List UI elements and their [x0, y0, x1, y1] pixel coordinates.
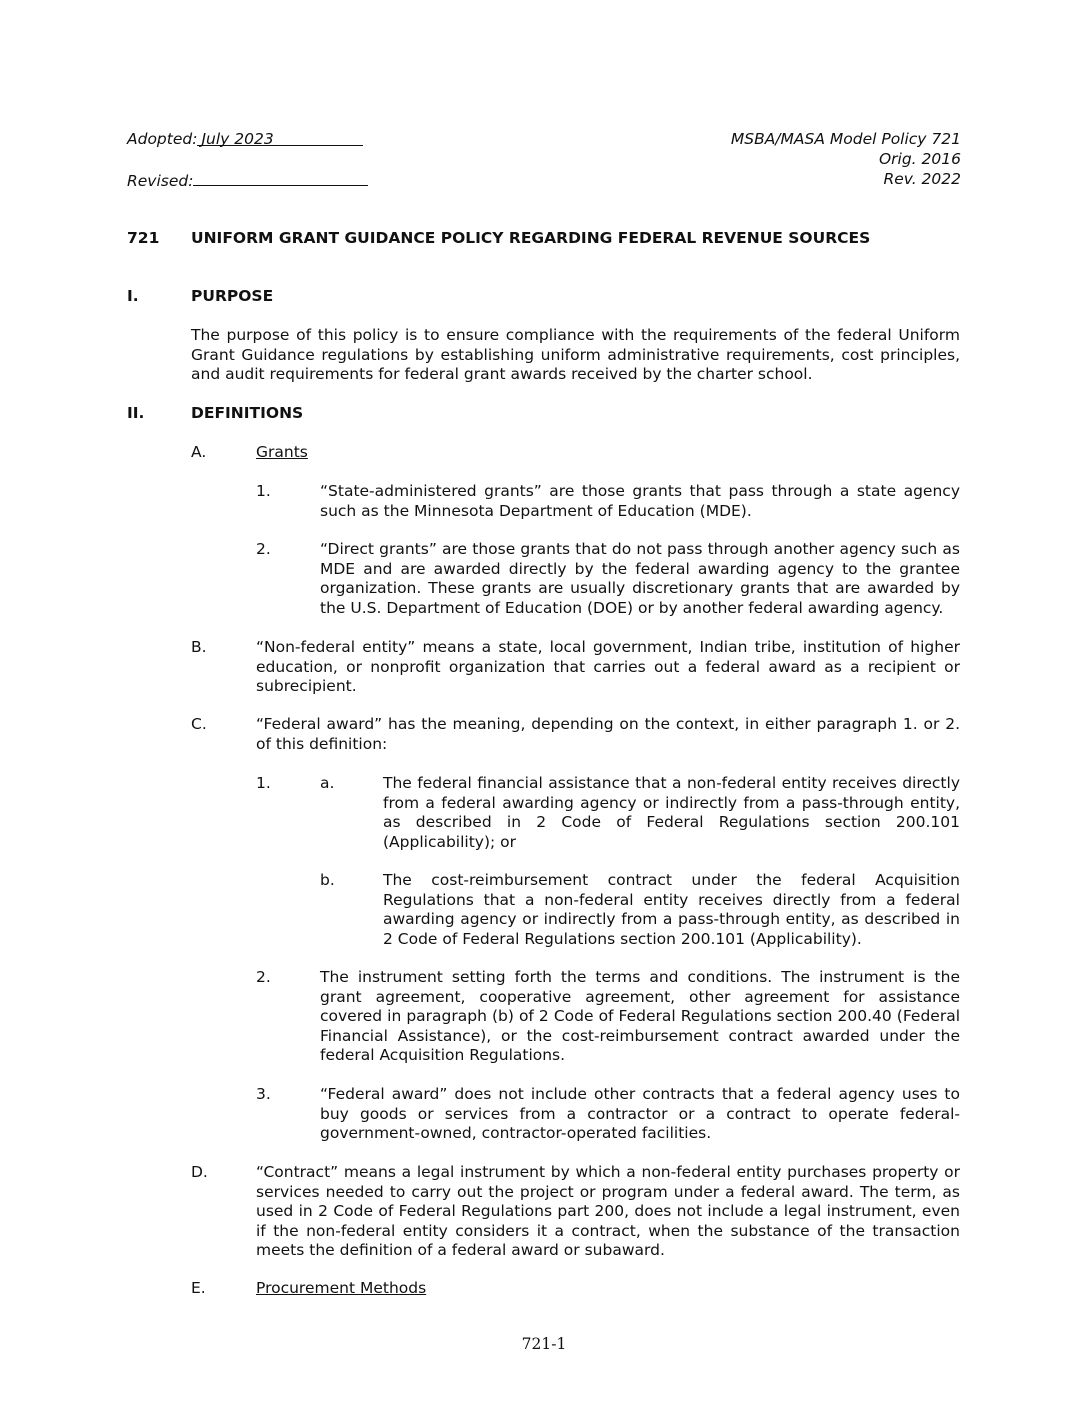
- def-a1-text: “State-administered grants” are those grants that pass through a state agency such as the Minnesota Department of Education (MDE).: [320, 482, 960, 520]
- def-a1-number: 1.: [256, 482, 271, 500]
- def-e-heading: Procurement Methods: [256, 1279, 427, 1297]
- def-a2-text: “Direct grants” are those grants that do not pass through another agency such as MDE and are awarded directly by the federal awarding agency to the grantee organization. These grants are usually discretionary grants that are awarded by the U.S. Department of Education (DOE) or by another federal awarding agency.: [320, 540, 960, 617]
- def-c2-number: 2.: [256, 968, 271, 986]
- def-d-label: D.: [191, 1163, 208, 1181]
- def-c1a-text: The federal financial assistance that a non-federal entity receives directly from a federal awarding agency or indirectly from a pass-through entity, as described in 2 Code of Federal Regulations section 200.101 (Applicability); or: [383, 774, 960, 851]
- section-i-number: I.: [127, 287, 139, 305]
- revised-label: Revised:: [127, 172, 194, 190]
- adopted-value: July 2023: [197, 130, 363, 146]
- def-c3-number: 3.: [256, 1085, 271, 1103]
- purpose-text: The purpose of this policy is to ensure compliance with the requirements of the federal Uniform Grant Guidance regulations by establishing uniform administrative requirements, cost principles, and audit requirements for federal grant awards received by the charter school.: [191, 326, 960, 383]
- rev-date: Rev. 2022: [883, 170, 961, 188]
- def-c1a-label: a.: [320, 774, 335, 792]
- def-a-label: A.: [191, 443, 207, 461]
- def-c1-number: 1.: [256, 774, 271, 792]
- policy-title: UNIFORM GRANT GUIDANCE POLICY REGARDING FEDERAL REVENUE SOURCES: [191, 229, 871, 247]
- policy-ref: MSBA/MASA Model Policy 721: [730, 130, 961, 148]
- def-a2-number: 2.: [256, 540, 271, 558]
- def-c1b-label: b.: [320, 871, 335, 889]
- def-b-label: B.: [191, 638, 207, 656]
- def-c3-text: “Federal award” does not include other contracts that a federal agency uses to buy goods or services from a contractor or a contract to operate federal-government-owned, contractor-operated facilities.: [320, 1085, 960, 1142]
- revised-line: [127, 170, 368, 192]
- def-d-text: “Contract” means a legal instrument by which a non-federal entity purchases property or services needed to carry out the project or program under a federal award. The term, as used in 2 Code of Federal Regulations part 200, does not include a legal instrument, even if the non-federal entity considers it a contract, when the substance of the transaction meets the definition of a federal award or subaward.: [256, 1163, 960, 1259]
- adopted-label: Adopted:: [127, 130, 198, 148]
- section-ii-number: II.: [127, 404, 145, 422]
- section-i-heading: PURPOSE: [191, 287, 274, 305]
- section-ii-heading: DEFINITIONS: [191, 404, 304, 422]
- def-b-text: “Non-federal entity” means a state, local government, Indian tribe, institution of higher education, or nonprofit organization that carries out a federal award as a recipient or subrecipient.: [256, 638, 960, 695]
- policy-number: 721: [127, 229, 160, 247]
- def-c2-text: The instrument setting forth the terms and conditions. The instrument is the grant agreement, cooperative agreement, other agreement for assistance covered in paragraph (b) of 2 Code of Federal Regulations section 200.40 (Federal Financial Assistance), or the cost-reimbursement contract awarded under the federal Acquisition Regulations.: [320, 968, 960, 1064]
- def-e-label: E.: [191, 1279, 206, 1297]
- revised-blank: [193, 170, 368, 186]
- adopted-line: [127, 130, 363, 150]
- page-number: 721-1: [521, 1335, 567, 1353]
- def-c1b-text: The cost-reimbursement contract under the federal Acquisition Regulations that a non-federal entity receives directly from a federal awarding agency or indirectly from a pass-through entity, as described in 2 Code of Federal Regulations section 200.101 (Applicability).: [383, 871, 960, 948]
- def-c-text: “Federal award” has the meaning, depending on the context, in either paragraph 1. or 2. of this definition:: [256, 715, 960, 753]
- def-a-heading: Grants: [256, 443, 308, 461]
- orig-date: Orig. 2016: [878, 150, 961, 168]
- def-c-label: C.: [191, 715, 207, 733]
